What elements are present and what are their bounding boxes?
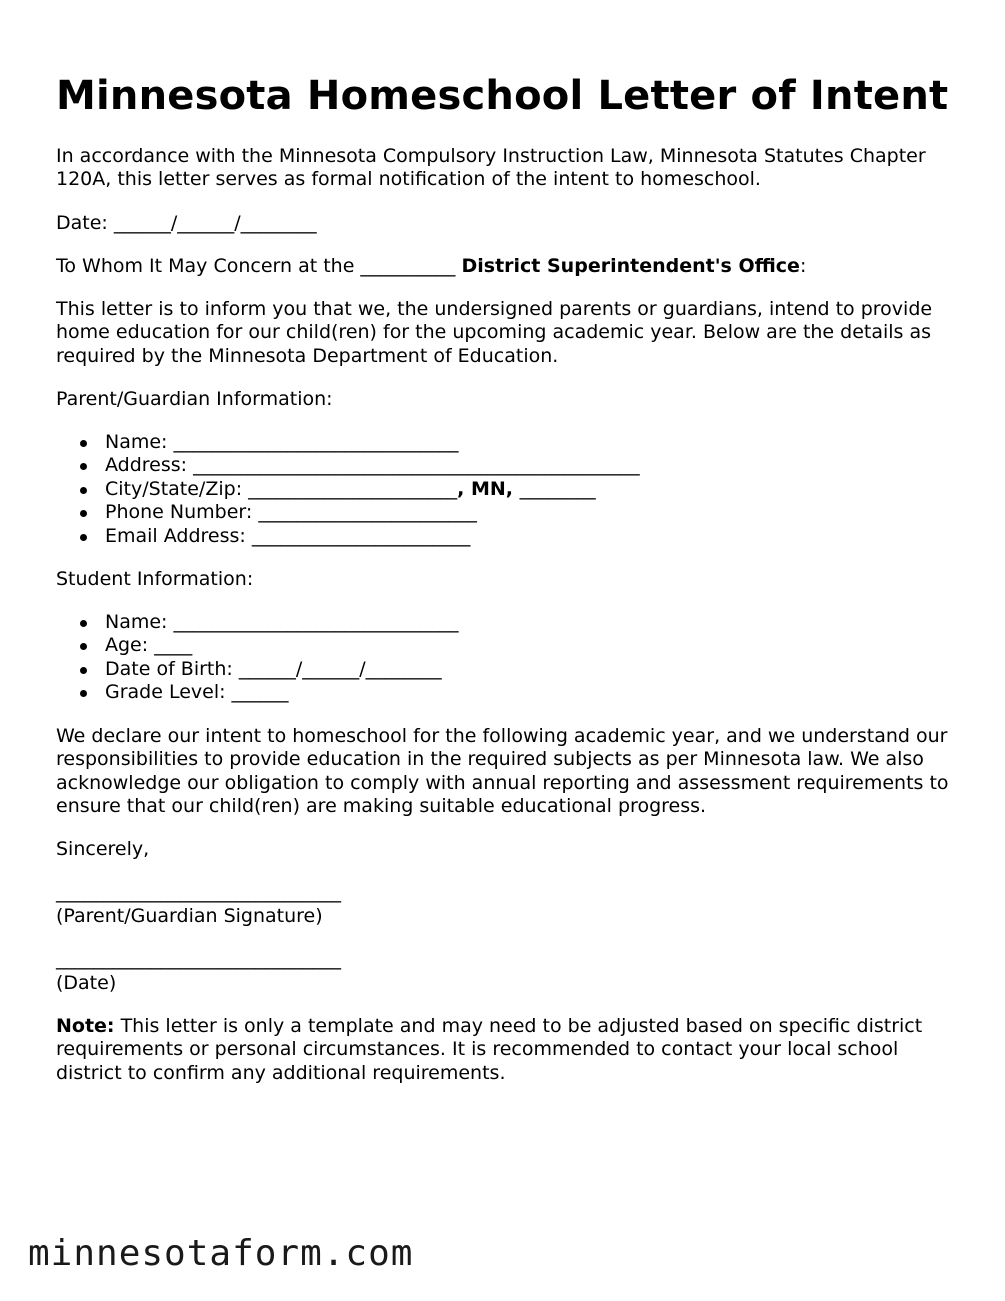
state-mn: , MN, xyxy=(457,477,520,500)
student-name-field: Name: ______________________________ xyxy=(56,611,956,634)
note-text: This letter is only a template and may need to be adjusted based on specific district requirements or personal circumstances. It is recommended to contact your local school district to confirm any additional requirements. xyxy=(56,1015,923,1084)
student-dob-field: Date of Birth: ______/______/________ xyxy=(56,658,956,681)
parent-email-field: Email Address: _______________________ xyxy=(56,525,956,548)
salutation-office: District Superintendent's Office xyxy=(461,255,800,277)
parent-name-field: Name: ______________________________ xyxy=(56,431,956,454)
parent-address-field: Address: _______________________________________________ xyxy=(56,454,956,477)
salutation-prefix: To Whom It May Concern at the __________ xyxy=(56,255,462,277)
student-age-field: Age: ____ xyxy=(56,634,956,657)
parent-phone-field: Phone Number: _______________________ xyxy=(56,501,956,524)
page-title: Minnesota Homeschool Letter of Intent xyxy=(56,73,949,119)
note-paragraph xyxy=(56,1015,956,1085)
footer-watermark: minnesotaform.com xyxy=(28,1233,414,1274)
note-label: Note: xyxy=(56,1015,115,1037)
parent-info-list xyxy=(56,431,956,548)
signature-label: (Parent/Guardian Signature) xyxy=(56,905,323,927)
student-grade-field: Grade Level: ______ xyxy=(56,681,956,704)
date-signature-label: (Date) xyxy=(56,972,117,994)
intro-paragraph: In accordance with the Minnesota Compulsory Instruction Law, Minnesota Statutes Chapter 120A, this letter serves as formal notification of the intent to homeschool. xyxy=(56,145,926,191)
student-heading: Student Information: xyxy=(56,568,254,590)
date-line: Date: ______/______/________ xyxy=(56,212,317,234)
parent-heading: Parent/Guardian Information: xyxy=(56,388,333,410)
signature-line: ______________________________ xyxy=(56,881,341,903)
closing: Sincerely, xyxy=(56,838,150,860)
salutation xyxy=(56,255,956,278)
declaration-paragraph: We declare our intent to homeschool for the following academic year, and we understand our responsibilities to provide education in the required subjects as per Minnesota law. We also acknowledge our obligation to comply with annual reporting and assessment requirements to ensure that our child(ren) are making suitable educational progress. xyxy=(56,725,949,818)
city-field: City/State/Zip: ______________________ xyxy=(105,477,458,500)
student-info-list xyxy=(56,611,956,705)
parent-city-state-zip-field xyxy=(56,478,956,501)
zip-field: ________ xyxy=(519,477,596,500)
date-signature-line: ______________________________ xyxy=(56,948,341,970)
purpose-paragraph: This letter is to inform you that we, the undersigned parents or guardians, intend to provide home education for our child(ren) for the upcoming academic year. Below are the details as required by the Minnesota Department of Education. xyxy=(56,298,933,367)
salutation-suffix: : xyxy=(799,255,807,277)
